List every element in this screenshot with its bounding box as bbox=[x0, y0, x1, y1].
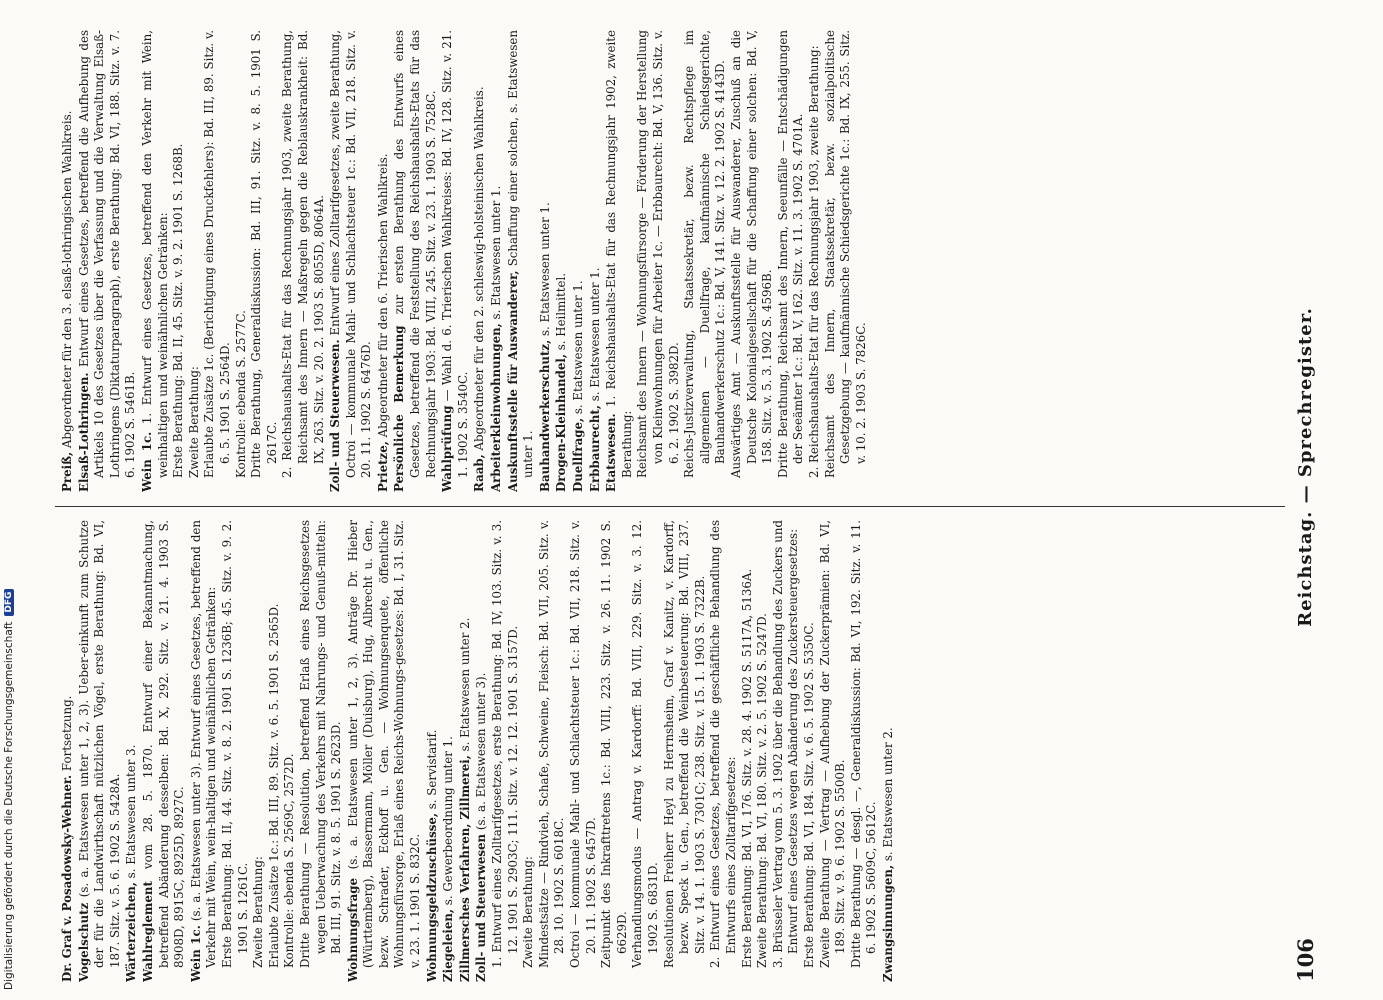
entry-line bbox=[141, 520, 188, 982]
entry-text: 1. Reichshaushalts-Etat für das Rechnungsjahr 1902, zweite Berathung: bbox=[604, 30, 634, 478]
entry-text: s. Gewerbeordnung unter 1. bbox=[441, 736, 456, 906]
entry-text: Reichs-Justizverwaltung, Staatssekretär, bezw. Rechtspflege im allgemeinen — Duellfrage, kaufmännische Schiedsgerichte, Bauhandwerkerschutz 1c.: Bd. V, 141. Sitz. v. 12. 2. 1902 S. 4143D. bbox=[682, 30, 728, 478]
index-entry bbox=[425, 520, 441, 982]
entry-line bbox=[537, 520, 568, 982]
entry-line bbox=[328, 30, 375, 492]
entry-line bbox=[472, 30, 488, 492]
entry-text: Octroi — kommunale Mahl- und Schlachtsteuer 1c.: Bd. VII, 218. Sitz. v. 20. 11. 1902 S. 6457D. bbox=[568, 520, 598, 968]
entry-keyword: Elsaß-Lothringen. bbox=[76, 372, 91, 492]
entry-text: s. Etatswesen unter 1. bbox=[489, 185, 504, 320]
entry-keyword: Duellfrage, bbox=[571, 417, 585, 492]
entry-line bbox=[588, 30, 604, 492]
dfg-logo: DFG bbox=[4, 589, 14, 616]
left-column bbox=[60, 520, 1280, 982]
entry-line bbox=[568, 520, 599, 982]
entry-line bbox=[282, 520, 298, 982]
entry-keyword: Etatswesen. bbox=[604, 413, 619, 492]
entry-text: Auswärtiges Amt — Auskunftsstelle für Auswanderer, Zuschuß an die Deutsche Kolonialgesellschaft für die Schaffung einer solchen: Bd. V, 158. Sitz. v. 5. 3. 1902 S. 4596B. bbox=[728, 30, 775, 478]
entry-text: Mindestsätze — Rindvieh, Schafe, Schweine, Fleisch: Bd. VII, 205. Sitz. v. 28. 10. 1902 S. 6018C. bbox=[536, 520, 567, 968]
entry-text: Erste Berathung: Bd. VI, 176. Sitz. v. 28. 4. 1902 S. 5117A, 5136A. bbox=[739, 568, 754, 968]
entry-line bbox=[60, 30, 76, 492]
entry-keyword: Zoll- und Steuerwesen. bbox=[328, 339, 343, 492]
entry-text: Dritte Berathung, Reichsamt des Innern, Seeunfälle — Entschädigungen der Seeämter 1c.: Bd. V, 162. Sitz. v. 11. 3. 1902 S. 4701A. bbox=[775, 30, 806, 478]
entry-line bbox=[489, 30, 505, 492]
entry-text: s. Etatswesen unter 3. bbox=[124, 744, 139, 879]
entry-keyword: Raab, bbox=[472, 454, 487, 492]
entry-line bbox=[234, 30, 250, 492]
entry-text: Schaffung einer solchen, s. Etatswesen unter 1. bbox=[505, 30, 536, 478]
entry-keyword: Preiß, bbox=[60, 451, 74, 492]
index-entry bbox=[376, 30, 392, 492]
entry-line bbox=[376, 30, 392, 492]
index-entry bbox=[189, 520, 345, 982]
entry-line bbox=[346, 520, 424, 982]
entry-line bbox=[776, 30, 807, 492]
entry-line bbox=[771, 520, 802, 982]
entry-line bbox=[554, 30, 570, 492]
entry-text: s. Etatswesen unter 2. bbox=[880, 727, 895, 862]
entry-text: Dritte Berathung, Generaldiskussion: Bd. III, 91. Sitz. v. 8. 5. 1901 S. 2617C. bbox=[249, 30, 279, 478]
entry-text: (s. a. Etatswesen unter 1, 2, 3). Ueber-einkunft zum Schutze der für die Landwirthschaft nützlichen Vögel, erste Berathung: Bd. VI, 187. Sitz. v. 5. 6. 1902 S. 5428A. bbox=[76, 520, 122, 968]
index-entry bbox=[472, 30, 488, 492]
entry-text: (s. a. Etatswesen unter 3). bbox=[474, 672, 489, 831]
entry-keyword: Arbeiterkleinwohnungen, bbox=[489, 323, 504, 492]
entry-keyword: Zoll- und Steuerwesen bbox=[474, 833, 489, 982]
entry-text: 2. Reichshaushalts-Etat für das Rechnungsjahr 1903, zweite Berathung, Reichsamt des Innern — Maßregeln gegen die Reblauskrankheit: Bd. IX, 263. Sitz. v. 20. 2. 1903 S. 8055D, 8064A. bbox=[280, 30, 326, 478]
entry-line bbox=[635, 30, 682, 492]
entry-line bbox=[298, 520, 345, 982]
entry-line bbox=[202, 30, 233, 492]
entry-line bbox=[818, 520, 849, 982]
entry-line bbox=[220, 520, 251, 982]
index-entry bbox=[346, 520, 424, 982]
page-title: Reichstag. — Sprechregister. bbox=[1294, 307, 1316, 627]
entry-line bbox=[251, 520, 267, 982]
entry-line bbox=[682, 30, 729, 492]
entry-line bbox=[189, 520, 220, 982]
entry-line bbox=[77, 520, 124, 982]
index-entry bbox=[489, 30, 505, 492]
entry-line bbox=[392, 30, 439, 492]
entry-line bbox=[849, 520, 880, 982]
index-entry bbox=[441, 520, 457, 982]
entry-text: Zweite Berathung: bbox=[186, 366, 201, 478]
entry-line bbox=[729, 30, 776, 492]
entry-text: Zweite Berathung: bbox=[521, 856, 536, 968]
entry-text: Erlaubte Zusätze 1c.: Bd. III, 89. Sitz. v. 6. 5. 1901 S. 2565D. bbox=[266, 603, 281, 968]
entry-keyword: Wohnungsgeldzuschüsse, bbox=[424, 813, 439, 982]
entry-line bbox=[474, 520, 490, 982]
entry-text: Dritte Berathung — desgl. —, Generaldiskussion: Bd. VI, 192. Sitz. v. 11. 6. 1902 S. 5609C, 5612C. bbox=[848, 520, 879, 968]
entry-keyword: Zillmersches Verfahren, Zillmerei, bbox=[457, 755, 472, 982]
index-entry bbox=[538, 30, 554, 492]
entry-text: Zweite Berathung: bbox=[251, 856, 266, 968]
entry-text: Erste Berathung: Bd. II, 44. Sitz. v. 8. 2. 1901 S. 1236B; 45. Sitz. v. 9. 2. 1901 S. 1261C. bbox=[219, 520, 250, 968]
entry-text: Reichsamt des Innern, Staatssekretär, bezw. sozialpolitische Gesetzgebung — kaufmännische Schiedsgerichte 1c.: Bd. IX, 255. Sitz. v. 10. 2. 1903 S. 7826C. bbox=[822, 30, 868, 478]
entry-text: zur ersten Berathung des Entwurfs eines Gesetzes, betreffend die Feststellung des Reichshaushalts-Etats für das Rechnungsjahr 1903: Bd. VIII, 245. Sitz. v. 23. 1. 1903 S. 7528C. bbox=[392, 30, 438, 478]
entry-line bbox=[506, 30, 537, 492]
entry-line bbox=[490, 520, 521, 982]
digitization-footer bbox=[2, 0, 16, 1000]
entry-text: 1. Entwurf eines Gesetzes, betreffend den Verkehr mit Wein, weinhaltigen und weinähnlichen Getränken: bbox=[139, 30, 170, 478]
entry-text: Zweite Berathung: Bd. VI, 180. Sitz. v. 2. 5. 1902 S. 5247D. bbox=[755, 613, 770, 968]
entry-text: Zeitpunkt des Inkrafttretens 1c.: Bd. VIII, 223. Sitz. v. 26. 11. 1902 S. 6629D. bbox=[599, 520, 629, 968]
entry-line bbox=[662, 520, 709, 982]
entry-text: 3. Brüsseler Vertrag vom 5. 3. 1902 über die Behandlung des Zuckers und Entwurf eines Gesetzes wegen Abänderung des Zuckersteuergesetzes: bbox=[770, 520, 801, 968]
index-entry bbox=[328, 30, 375, 492]
entry-line bbox=[187, 30, 203, 492]
entry-text: Entwurf eines Zolltarifgesetzes, zweite Berathung, Octroi — kommunale Mahl- und Schlachtsteuer 1c.: Bd. VII, 218. Sitz. v. 20. 11. 1902 S. 6476D. bbox=[328, 30, 374, 478]
entry-text: s. Etatswesen unter 1. bbox=[537, 202, 552, 336]
entry-line bbox=[280, 30, 327, 492]
index-entry bbox=[588, 30, 604, 492]
entry-text: Kontrolle: ebenda S. 2569C, 2572D. bbox=[282, 753, 297, 968]
index-entry bbox=[474, 520, 879, 982]
entry-keyword: Wahlprüfung bbox=[440, 405, 455, 492]
entry-text: 2. Reichshaushalts-Etat für das Rechnungsjahr 1903, zweite Berathung: bbox=[806, 45, 821, 478]
index-entry bbox=[140, 30, 327, 492]
entry-text: — Wahl d. 6. Trierischen Wahlkreises: Bd. IV, 128. Sitz. v. 21. 1. 1902 S. 3540C. bbox=[440, 30, 470, 478]
entry-text: s. Heilmittel. bbox=[554, 272, 569, 351]
entry-text: Resolutionen Freiherr Heyl zu Herrnsheim, Graf v. Kanitz, v. Kardorff, bezw. Speck u. Gen., betreffend die Weinbesteuerung: Bd. VIII, 237. Sitz. v. 14. 1. 1903 S. 7301C; 238. Sitz. v. 15. 1. 1903 S. 7322B. bbox=[661, 520, 707, 968]
index-entry bbox=[440, 30, 471, 492]
entry-line bbox=[77, 30, 139, 492]
entry-line bbox=[807, 30, 823, 492]
entry-keyword: Persönliche Bemerkung bbox=[392, 325, 407, 492]
entry-line bbox=[267, 520, 283, 982]
entry-line bbox=[599, 520, 630, 982]
index-entry bbox=[60, 520, 76, 982]
entry-line bbox=[60, 520, 76, 982]
entry-text: 1. Entwurf eines Zolltarifgesetzes, erste Berathung: Bd. IV, 103. Sitz. v. 3. 12. 1901 S. 2903C; 111. Sitz. v. 12. 12. 1901 S. 3157D. bbox=[490, 520, 520, 968]
entry-keyword: Wein 1c. bbox=[188, 925, 203, 982]
entry-text: s. Etatswesen unter 1. bbox=[587, 267, 602, 402]
entry-keyword: Auskunftsstelle für Auswanderer, bbox=[505, 270, 520, 492]
entry-text: s. Servistarif. bbox=[424, 729, 439, 810]
index-entry bbox=[604, 30, 869, 492]
entry-text: Abgeordneter für den 6. Trierischen Wahlkreis. bbox=[375, 153, 390, 438]
entry-line bbox=[740, 520, 756, 982]
entry-text: Kontrolle: ebenda S. 2577C. bbox=[233, 310, 248, 478]
page-number: 106 bbox=[1292, 938, 1318, 982]
entry-line bbox=[881, 520, 897, 982]
footer-note: Digitalisierung gefördert durch die Deutsche Forschungsgemeinschaft bbox=[3, 621, 15, 990]
index-entry bbox=[392, 30, 439, 492]
entry-text: (s. a. Etatswesen unter 3). Entwurf eines Gesetzes, betreffend den Verkehr mit Wein, wein-haltigen und weinähnlichen Getränken: bbox=[188, 520, 219, 968]
index-entry bbox=[571, 30, 587, 492]
entry-text: Zweite Berathung — Vertrag — Aufhebung der Zuckerprämien: Bd. VI, 189. Sitz. v. 9. 6. 1902 S. 5500B. bbox=[817, 520, 848, 968]
entry-text: Reichsamt des Innern — Wohnungsfürsorge — Förderung der Herstellung von Kleinwohnungen für Arbeiter 1c. — Erbbaurecht: Bd. V, 136. Sitz. v. 6. 2. 1902 S. 3982D. bbox=[635, 30, 681, 478]
running-header bbox=[1290, 22, 1320, 982]
entry-line bbox=[604, 30, 635, 492]
index-entry bbox=[506, 30, 537, 492]
entry-keyword: Wärterzeichen, bbox=[124, 882, 139, 982]
index-entry bbox=[881, 520, 897, 982]
entry-keyword: Wein 1c. bbox=[139, 431, 154, 492]
entry-text: s. Etatswesen unter 2. bbox=[457, 617, 472, 752]
entry-keyword: Erbbaurecht, bbox=[587, 405, 602, 492]
entry-line bbox=[521, 520, 537, 982]
entry-line bbox=[140, 30, 171, 492]
entry-line bbox=[124, 520, 140, 982]
entry-keyword: Wohnungsfrage bbox=[345, 877, 360, 982]
entry-text: Abgeordneter für den 2. schleswig-holsteinischen Wahlkreis. bbox=[472, 86, 487, 451]
entry-text: Dritte Berathung — Resolution, betreffend Erlaß eines Reichsgesetzes wegen Ueberwachung des Verkehrs mit Nahrungs- und Genuß-mitteln: Bd. III, 91. Sitz. v. 8. 5. 1901 S. 2623D. bbox=[297, 520, 344, 968]
index-entry bbox=[60, 30, 76, 492]
index-entry bbox=[458, 520, 474, 982]
right-column bbox=[60, 30, 1280, 492]
entry-text: Erste Berathung: Bd. VI, 184. Sitz. v. 6. 5. 1902 S. 5350C. bbox=[801, 622, 816, 968]
entry-keyword: Bauhandwerkerschutz, bbox=[537, 339, 552, 492]
entry-text: Verhandlungsmodus — Antrag v. Kardorff: Bd. VIII, 229. Sitz. v. 3. 12. 1902 S. 6831D. bbox=[630, 520, 660, 968]
entry-line bbox=[802, 520, 818, 982]
entry-line bbox=[708, 520, 739, 982]
entry-line bbox=[755, 520, 771, 982]
index-entry bbox=[77, 30, 139, 492]
index-entry bbox=[141, 520, 188, 982]
entry-line bbox=[171, 30, 187, 492]
entry-keyword: Prietze, bbox=[375, 441, 390, 492]
index-entry bbox=[77, 520, 124, 982]
entry-line bbox=[630, 520, 661, 982]
entry-line bbox=[441, 520, 457, 982]
entry-line bbox=[571, 30, 587, 492]
entry-line bbox=[458, 520, 474, 982]
entry-keyword: Wahlreglement bbox=[140, 881, 155, 982]
entry-keyword: Dr. Graf v. Posadowsky-Wehner. bbox=[60, 774, 74, 982]
entry-line bbox=[425, 520, 441, 982]
entry-text: Erste Berathung: Bd. II, 45. Sitz. v. 9. 2. 1901 S. 1268B. bbox=[171, 143, 186, 478]
entry-text: Fortsetzung. bbox=[60, 695, 74, 772]
entry-text: vom 28. 5. 1870. Entwurf einer Bekanntmachung, betreffend Abänderung desselben: Bd. X, 292. Sitz. v. 21. 4. 1903 S. 8908D, 8915C, 8925D, 8927C. bbox=[140, 520, 187, 968]
column-divider bbox=[55, 506, 1285, 507]
entry-line bbox=[249, 30, 280, 492]
index-entry bbox=[554, 30, 570, 492]
entry-text: s. Etatswesen unter 1. bbox=[571, 280, 585, 415]
entry-keyword: Ziegeleien, bbox=[441, 908, 456, 982]
entry-text: Abgeordneter für den 3. elsaß-lothringischen Wahlkreis. bbox=[60, 110, 74, 449]
entry-line bbox=[440, 30, 471, 492]
entry-text: (s. a. Etatswesen unter 1, 2, 3). Anträge Dr. Hieber (Württemberg), Bassermann, Möller (Duisburg), Hug, Albrecht u. Gen., bezw. Schrader, Eckhoff u. Gen. — Wohnungsenquete, öffentliche Wohnungsfürsorge, Erlaß eines Reichs-Wohnungs-gesetzes: Bd. I, 31. Sitz. v. 23. 1. 1901 S. 832C. bbox=[345, 520, 423, 968]
entry-text: Entwurf eines Gesetzes, betreffend die Aufhebung des Artikels 10 des Gesetzes über die Verfassung und die Verwaltung Elsaß-Lothringens (Diktaturparagraph), erste Berathung: Bd. VI, 188. Sitz. v. 7. 6. 1902 S. 5461B. bbox=[76, 30, 138, 478]
entry-keyword: Drogen-Kleinhandel, bbox=[554, 354, 569, 492]
entry-line bbox=[823, 30, 870, 492]
entry-keyword: Vogelschutz bbox=[76, 902, 91, 982]
index-entry bbox=[124, 520, 140, 982]
entry-keyword: Zwangsinnungen, bbox=[880, 864, 895, 982]
entry-text: 2. Entwurf eines Gesetzes, betreffend die geschäftliche Behandlung des Entwurfs eines Zolltarifgesetzes: bbox=[708, 520, 738, 968]
entry-text: Erlaubte Zusätze 1c. (Berichtigung eines Druckfehlers): Bd. III, 89. Sitz. v. 6. 5. 1901 S. 2564D. bbox=[202, 30, 232, 478]
entry-line bbox=[538, 30, 554, 492]
